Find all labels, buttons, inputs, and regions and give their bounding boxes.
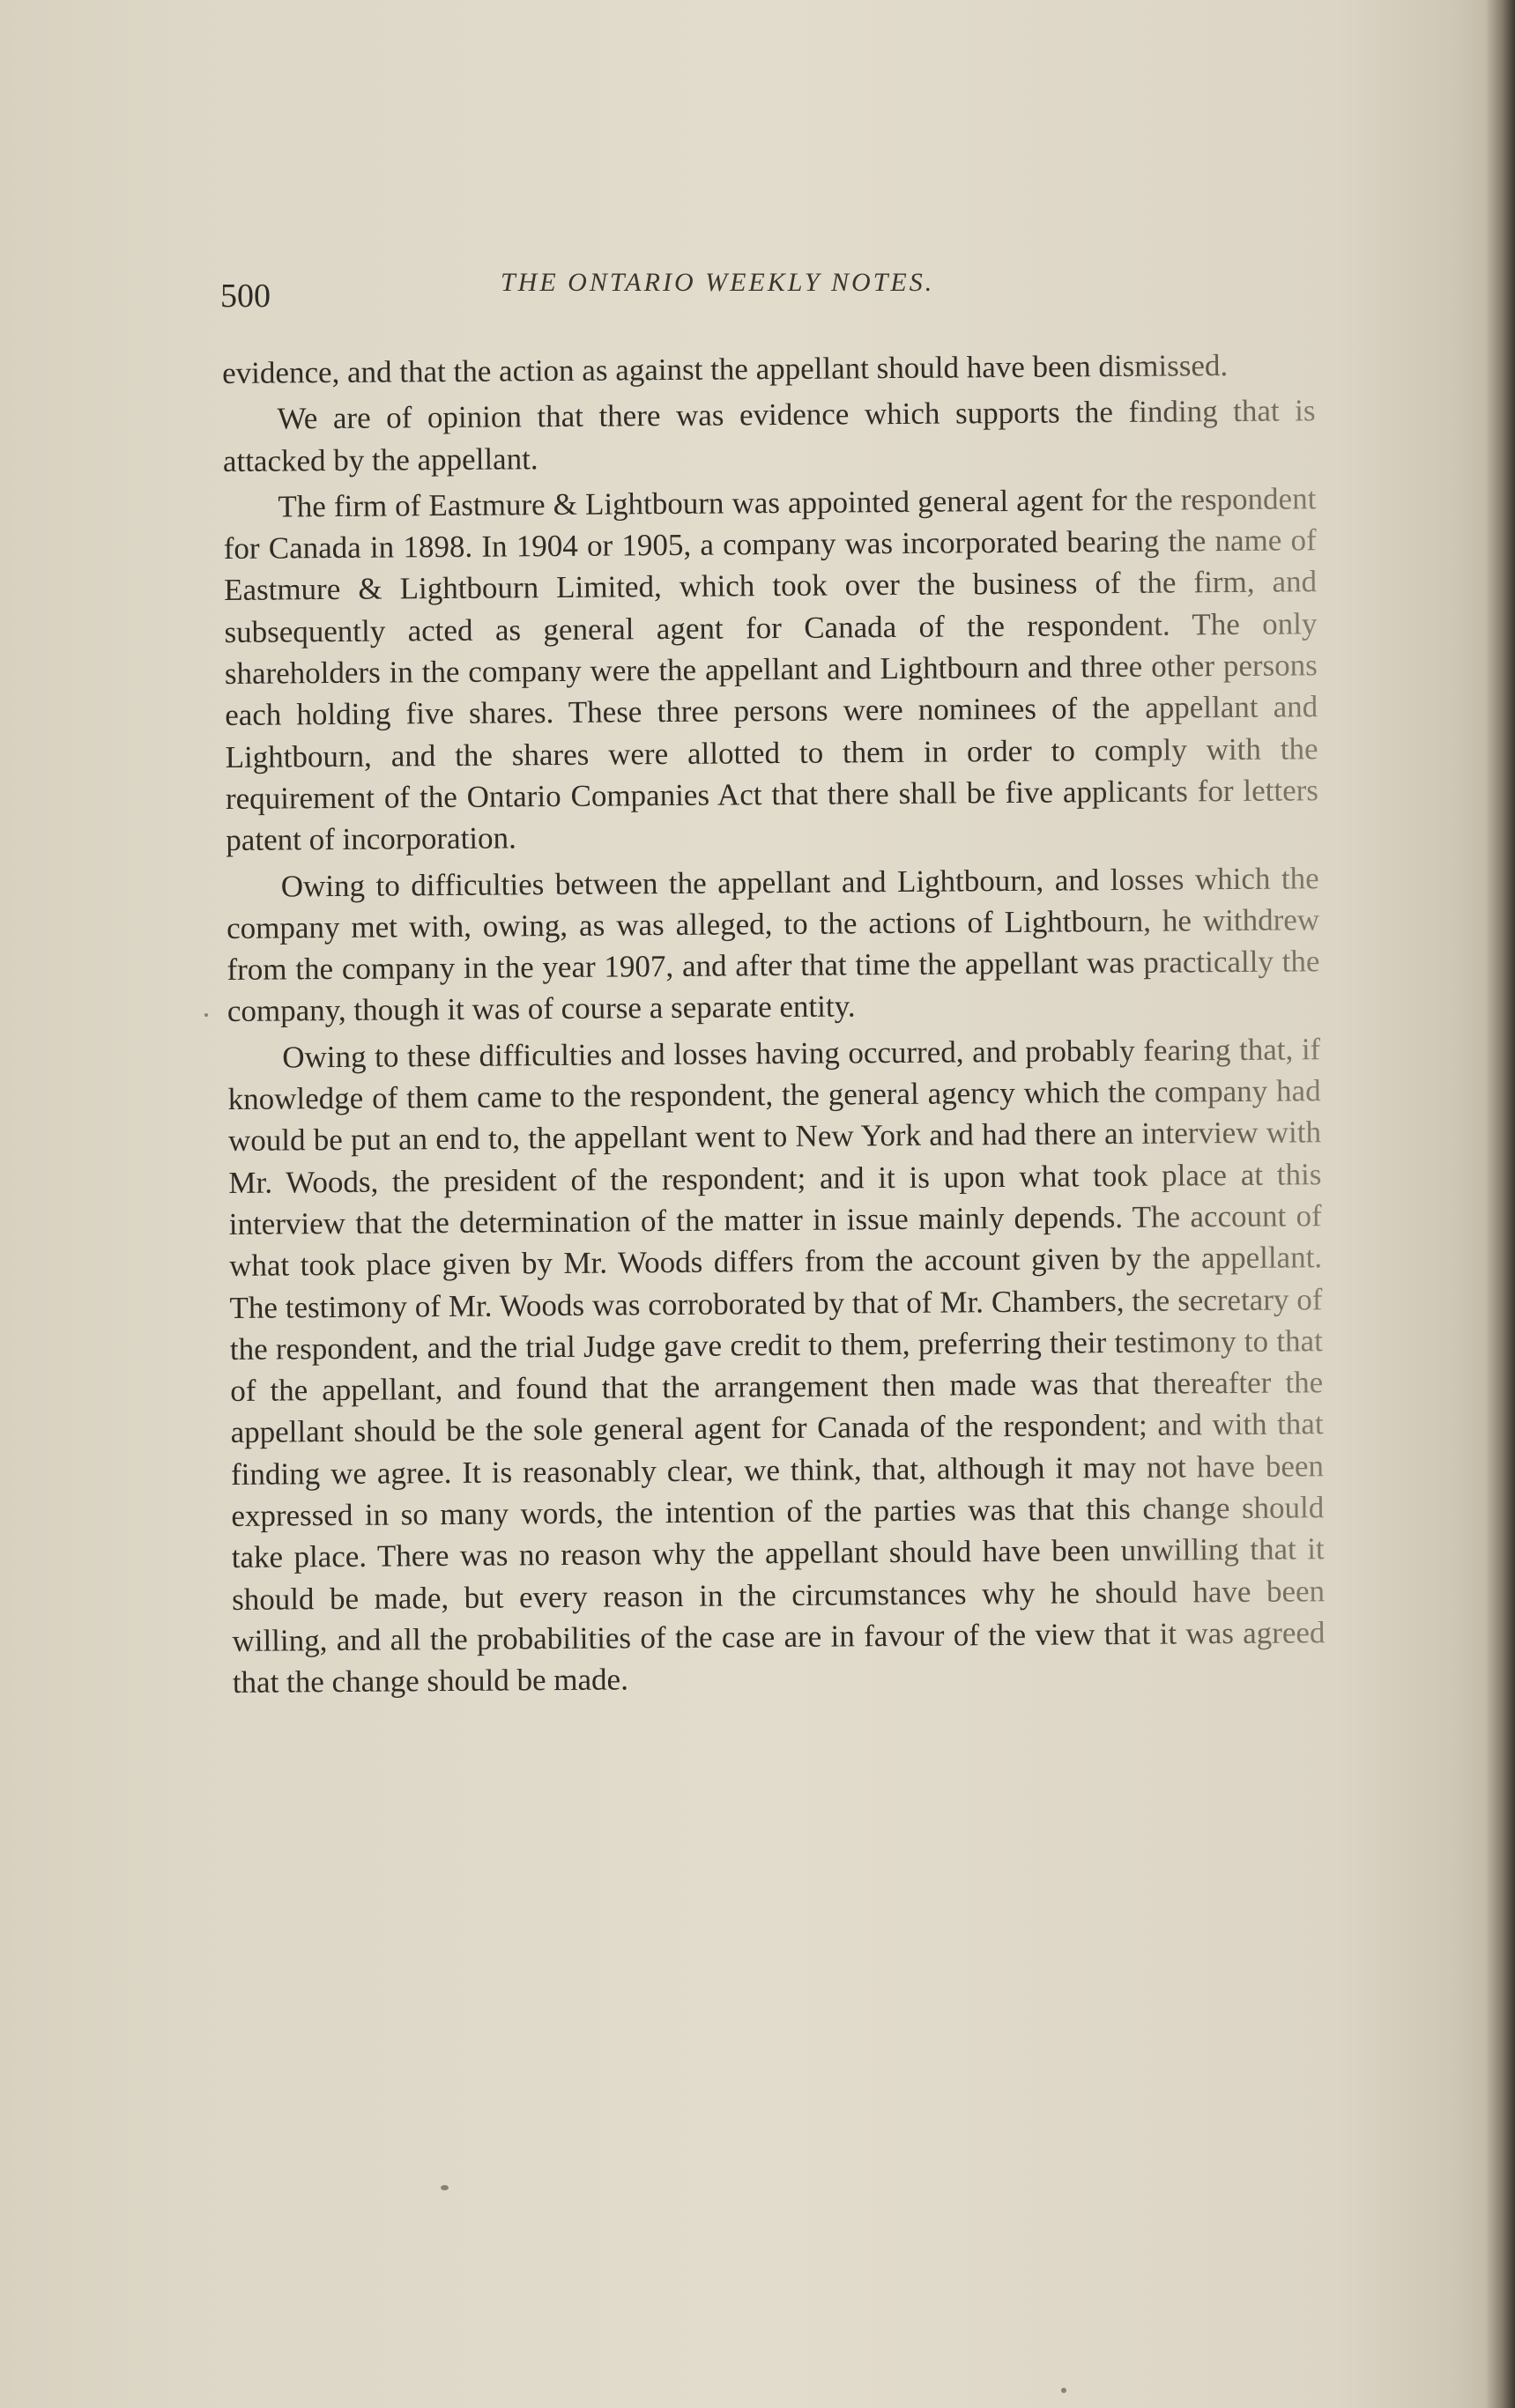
book-spine-shadow [1485, 0, 1515, 2408]
paragraph: The firm of Eastmure & Lightbourn was appointed general agent for the respondent for Canada in 1898. In 1904 or 1905, a company was incorporated bearing the name of Eastmure & Lightbourn Limited, which took over the business of the firm, and subsequently acted as general agent for Canada of the respondent. The only shareholders in the company were the appellant and Lightbourn and three other persons each holding five shares. These three persons were nominees of the appellant and Lightbourn, and the shares were allotted to them in order to comply with the requirement of the Ontario Companies Act that there shall be five applicants for letters patent of incorporation. [223, 478, 1318, 861]
page-header [220, 264, 1331, 317]
paper-speck [1061, 2388, 1066, 2393]
body-text [222, 344, 1326, 1703]
paragraph: Owing to difficulties between the appellant and Lightbourn, and losses which the company met with, owing, as was alleged, to the actions of Lightbourn, he withdrew from the company in the year 1907, and after that time the appellant was practically the company, though it was of course a separate entity. [227, 857, 1320, 1033]
running-title: THE ONTARIO WEEKLY NOTES. [501, 268, 935, 297]
page-number: 500 [220, 278, 271, 315]
paragraph: Owing to these difficulties and losses having occurred, and probably fearing that, if knowledge of them came to the respondent, the general agency which the company had would be put an end to, the appellant went to New York and had there an interview with Mr. Woods, the president of the respondent; and it is upon what took place at this interview that the determination of the matter in issue mainly depends. The account of what took place given by Mr. Woods differs from the account given by the appellant. The testimony of Mr. Woods was corroborated by that of Mr. Chambers, the secretary of the respondent, and the trial Judge gave credit to them, preferring their testimony to that of the appellant, and found that the arrangement then made was that thereafter the appellant should be the sole general agent for Canada of the respondent; and with that finding we agree. It is reasonably clear, we think, that, although it may not have been expressed in so many words, the intention of the parties was that this change should take place. There was no reason why the appellant should have been unwilling that it should be made, but every reason in the circumstances why he should have been willing, and all the probabilities of the case are in favour of the view that it was agreed that the change should be made. [227, 1028, 1326, 1703]
paragraph: evidence, and that the action as against the appellant should have been dismissed. [222, 344, 1315, 394]
paper-speck [441, 2185, 449, 2190]
paragraph: We are of opinion that there was evidence which supports the finding that is attacked by the appellant. [222, 390, 1316, 482]
paper-speck [204, 1013, 208, 1017]
